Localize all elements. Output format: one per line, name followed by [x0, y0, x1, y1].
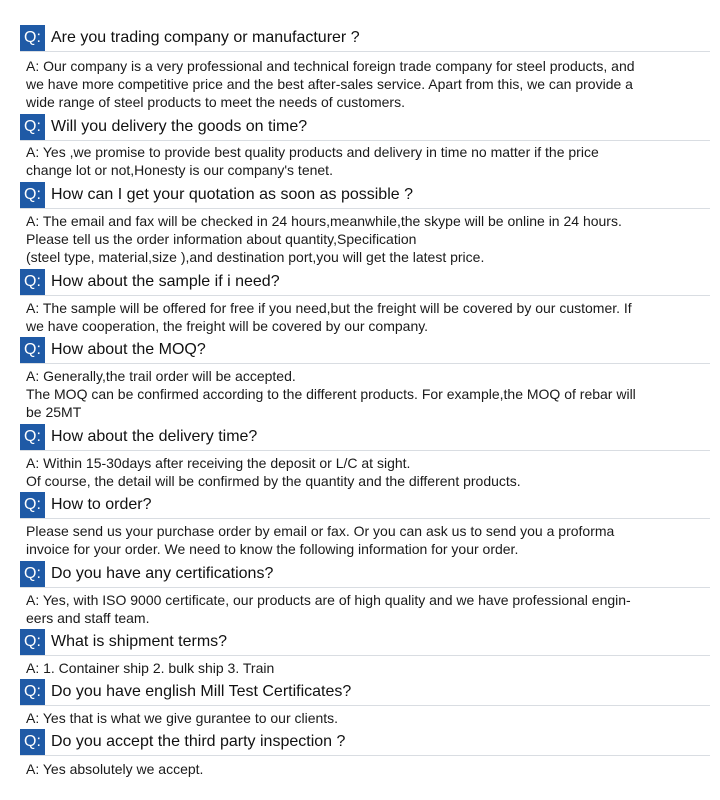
answer-line: (steel type, material,size ),and destination port,you will get the latest price.	[26, 249, 485, 265]
faq-question: What is shipment terms?	[51, 633, 228, 650]
faq-answer	[26, 212, 716, 266]
answer-line: A: Within 15-30days after receiving the deposit or L/C at sight.	[26, 455, 411, 471]
faq-question: Do you have any certifications?	[51, 565, 274, 582]
faq-answer	[26, 709, 716, 727]
faq-question-row	[20, 25, 710, 52]
faq-question: Do you accept the third party inspection ?	[51, 733, 346, 750]
answer-line: we have cooperation, the freight will be covered by our company.	[26, 318, 429, 334]
faq-question-row	[20, 629, 710, 656]
q-badge: Q:	[20, 337, 45, 363]
faq-answer	[26, 367, 716, 421]
faq-answer	[26, 454, 716, 490]
q-badge: Q:	[20, 269, 45, 295]
q-badge: Q:	[20, 679, 45, 705]
faq-answer	[26, 760, 716, 778]
q-badge: Q:	[20, 424, 45, 450]
answer-line: A: Yes ,we promise to provide best quality products and delivery in time no matter if the price	[26, 144, 599, 160]
q-badge: Q:	[20, 114, 45, 140]
faq-question-row	[20, 561, 710, 588]
faq-question: How about the sample if i need?	[51, 273, 280, 290]
faq-question-row	[20, 114, 710, 141]
faq-answer	[26, 57, 716, 111]
answer-line: Please send us your purchase order by email or fax. Or you can ask us to send you a proforma	[26, 523, 615, 539]
faq-answer	[26, 143, 716, 179]
answer-line: A: 1. Container ship 2. bulk ship 3. Train	[26, 660, 275, 676]
answer-line: A: Yes that is what we give gurantee to our clients.	[26, 710, 339, 726]
faq-question: Are you trading company or manufacturer ?	[51, 29, 360, 46]
answer-line: Please tell us the order information about quantity,Specification	[26, 231, 417, 247]
q-badge: Q:	[20, 492, 45, 518]
answer-line: change lot or not,Honesty is our company's tenet.	[26, 162, 333, 178]
answer-line: invoice for your order. We need to know the following information for your order.	[26, 541, 519, 557]
faq-question-row	[20, 729, 710, 756]
faq-question-row	[20, 269, 710, 296]
answer-line: Of course, the detail will be confirmed by the quantity and the different products.	[26, 473, 521, 489]
q-badge: Q:	[20, 729, 45, 755]
faq-question: How about the MOQ?	[51, 341, 206, 358]
faq-question-row	[20, 337, 710, 364]
faq-question: How to order?	[51, 496, 152, 513]
answer-line: A: Yes, with ISO 9000 certificate, our products are of high quality and we have professional engin-	[26, 592, 631, 608]
faq-answer	[26, 522, 716, 558]
q-badge: Q:	[20, 182, 45, 208]
q-badge: Q:	[20, 561, 45, 587]
q-badge: Q:	[20, 25, 45, 51]
faq-question-row	[20, 492, 710, 519]
faq-answer	[26, 299, 716, 335]
faq-question-row	[20, 182, 710, 209]
answer-line: A: The sample will be offered for free if you need,but the freight will be covered by our customer. If	[26, 300, 632, 316]
answer-line: A: Generally,the trail order will be accepted.	[26, 368, 296, 384]
faq-question: How can I get your quotation as soon as possible ?	[51, 186, 413, 203]
faq-question: How about the delivery time?	[51, 428, 258, 445]
answer-line: we have more competitive price and the best after-sales service. Apart from this, we can provide a	[26, 76, 633, 92]
answer-line: eers and staff team.	[26, 610, 150, 626]
faq-question-row	[20, 424, 710, 451]
answer-line: A: Yes absolutely we accept.	[26, 761, 204, 777]
faq-answer	[26, 659, 716, 677]
q-badge: Q:	[20, 629, 45, 655]
faq-question: Do you have english Mill Test Certificates?	[51, 683, 352, 700]
answer-line: The MOQ can be confirmed according to the different products. For example,the MOQ of rebar will	[26, 386, 636, 402]
answer-line: be 25MT	[26, 404, 82, 420]
answer-line: wide range of steel products to meet the needs of customers.	[26, 94, 405, 110]
answer-line: A: The email and fax will be checked in 24 hours,meanwhile,the skype will be online in 24 hours.	[26, 213, 622, 229]
answer-line: A: Our company is a very professional and technical foreign trade company for steel products, and	[26, 58, 635, 74]
faq-question-row	[20, 679, 710, 706]
faq-answer	[26, 591, 716, 627]
faq-question: Will you delivery the goods on time?	[51, 118, 308, 135]
